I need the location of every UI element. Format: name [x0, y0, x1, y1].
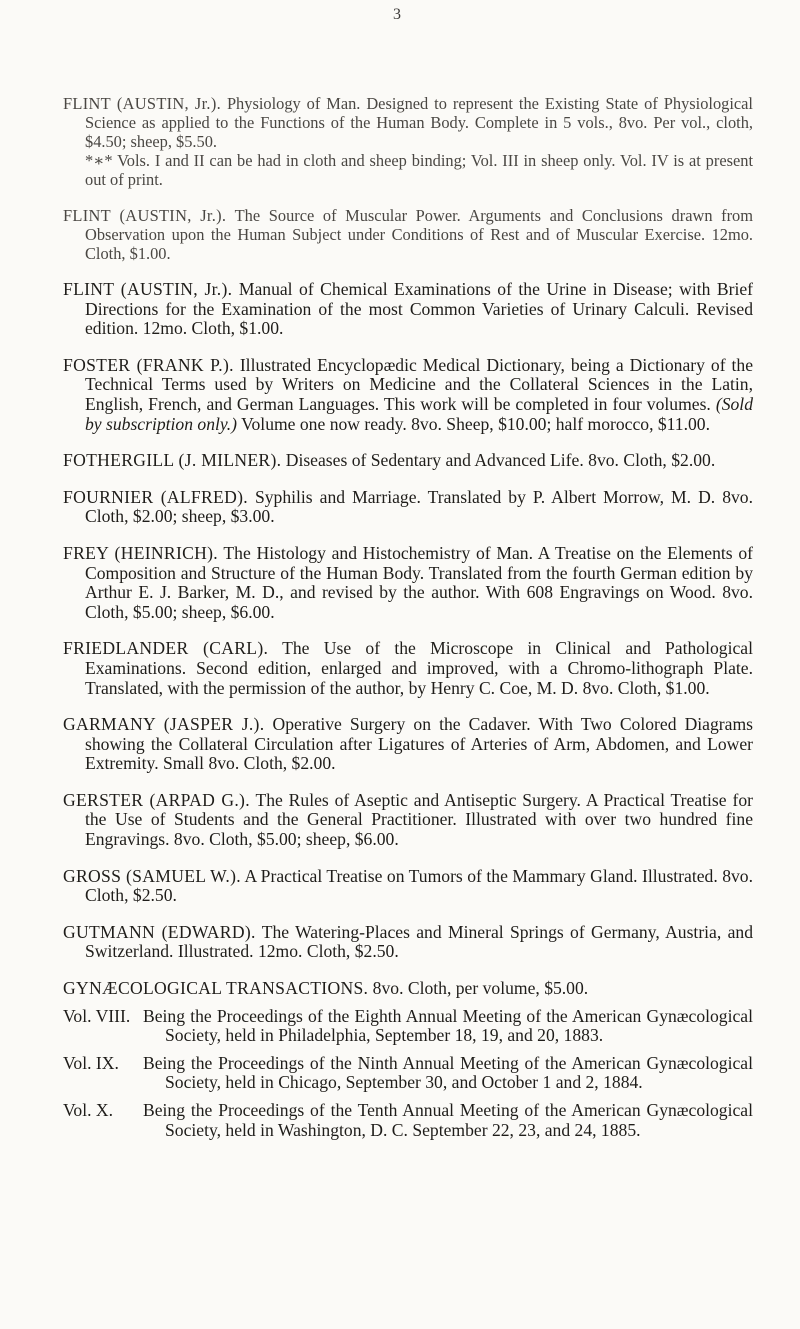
- catalog-entry: [63, 791, 753, 850]
- author-name: GARMANY (JASPER J.).: [63, 714, 265, 735]
- catalog-entry: [63, 923, 753, 962]
- entry-text: The Use of the Microscope in Clinical and Pathological Examinations. Second edition, enlarged and improved, with a Chromo-lithograph Plate. Translated, with the permission of the author, by Henry C. Coe, M. D. 8vo. Cloth, $1.00.: [85, 638, 753, 698]
- catalog-entry: [63, 280, 753, 339]
- entry-italic-note: (Sold by subscription only.): [85, 393, 753, 434]
- author-name: FREY (HEINRICH).: [63, 542, 219, 563]
- catalog-entry: [63, 356, 753, 434]
- entry-text: The Source of Muscular Power. Arguments and Conclusions drawn from Observation upon the Human Subject under Conditions of Rest and of Muscular Exercise. 12mo. Cloth, $1.00.: [85, 206, 753, 263]
- entry-text-continued: Volume one now ready. 8vo. Sheep, $10.00; half morocco, $11.00.: [241, 413, 710, 434]
- entry-text: The Rules of Aseptic and Antiseptic Surgery. A Practical Treatise for the Use of Students and the General Practitioner. Illustrated with over two hundred fine Engravings. 8vo. Cloth, $5.00; sheep, $6.00.: [85, 789, 753, 850]
- author-suffix: Jr.).: [200, 206, 227, 225]
- catalog-entry: [63, 488, 753, 527]
- entry-note: *∗* Vols. I and II can be had in cloth and sheep binding; Vol. III in sheep only. Vol. IV is at present out of print.: [85, 151, 753, 189]
- catalog-entry: [63, 979, 753, 999]
- entry-text: Physiology of Man. Designed to represent the Existing State of Physiological Science as applied to the Functions of the Human Body. Complete in 5 vols., 8vo. Per vol., cloth, $4.50; sheep, $5.50.: [85, 94, 753, 151]
- page-number: 3: [393, 6, 401, 23]
- entry-text: A Practical Treatise on Tumors of the Mammary Gland. Illustrated. 8vo. Cloth, $2.50.: [85, 865, 754, 906]
- catalog-entry: [63, 639, 753, 698]
- entry-text: The Histology and Histochemistry of Man. A Treatise on the Elements of Composition and Structure of the Human Body. Translated from the fourth German edition by Arthur E. J. Barker, M. D., and revised by the author. With 608 Engravings on Wood. 8vo. Cloth, $5.00; sheep, $6.00.: [85, 542, 753, 622]
- author-name: GUTMANN (EDWARD).: [63, 921, 256, 942]
- entry-text: Manual of Chemical Examinations of the Urine in Disease; with Brief Directions for the Examination of the most Common Varieties of Urinary Calculi. Revised edition. 12mo. Cloth, $1.00.: [85, 279, 754, 339]
- catalog-entry: [63, 715, 753, 774]
- volume-item: [63, 1101, 753, 1140]
- author-name: GYNÆCOLOGICAL TRANSACTIONS.: [63, 978, 369, 999]
- volume-label: Vol. VIII.: [63, 1005, 131, 1026]
- author-name: FOSTER (FRANK P.).: [63, 354, 234, 375]
- entry-text: Operative Surgery on the Cadaver. With Two Colored Diagrams showing the Collateral Circulation after Ligatures of Arteries of Arm, Abdomen, and Lower Extremity. Small 8vo. Cloth, $2.00.: [85, 714, 753, 774]
- volume-item: [63, 1007, 753, 1046]
- entry-text: The Watering-Places and Mineral Springs of Germany, Austria, and Switzerland. Illustrated. 12mo. Cloth, $2.50.: [85, 921, 753, 962]
- entry-text: Illustrated Encyclopædic Medical Dictionary, being a Dictionary of the Technical Terms used by Writers on Medicine and the Collateral Sciences in the Latin, English, French, and German Languages. This work will be completed in four volumes.: [85, 354, 754, 414]
- entry-text: Diseases of Sedentary and Advanced Life. 8vo. Cloth, $2.00.: [285, 450, 716, 471]
- author-name: FOTHERGILL (J. MILNER).: [63, 450, 282, 471]
- volume-label: Vol. X.: [63, 1100, 114, 1120]
- author-suffix: Jr.).: [194, 94, 221, 113]
- volume-text: Being the Proceedings of the Tenth Annual Meeting of the American Gynæcological Society, held in Washington, D. C. September 22, 23, and 24, 1885.: [143, 1100, 753, 1140]
- author-name: FRIEDLANDER (CARL).: [63, 638, 269, 659]
- author-name: FLINT (AUSTIN,: [63, 94, 189, 113]
- author-name: FLINT (AUSTIN,: [63, 279, 198, 299]
- author-name: GROSS (SAMUEL W.).: [63, 865, 241, 886]
- author-suffix: Jr.).: [204, 279, 233, 299]
- entry-text: Syphilis and Marriage. Translated by P. Albert Morrow, M. D. 8vo. Cloth, $2.00; sheep, $3.00.: [85, 486, 753, 527]
- volume-text: Being the Proceedings of the Ninth Annual Meeting of the American Gynæcological Society, held in Chicago, September 30, and October 1 and 2, 1884.: [143, 1052, 753, 1093]
- author-name: FLINT (AUSTIN,: [63, 206, 192, 225]
- author-name: GERSTER (ARPAD G.).: [63, 789, 250, 810]
- author-name: FOURNIER (ALFRED).: [63, 486, 248, 507]
- volume-label: Vol. IX.: [63, 1052, 119, 1073]
- catalog-entry: [63, 544, 753, 622]
- volume-item: [63, 1054, 753, 1093]
- catalog-entry: [63, 94, 753, 189]
- catalog-entry: [63, 206, 753, 263]
- volume-text: Being the Proceedings of the Eighth Annual Meeting of the American Gynæcological Society, held in Philadelphia, September 18, 19, and 20, 1883.: [143, 1005, 753, 1046]
- catalog-entries: [63, 94, 753, 1148]
- entry-text: 8vo. Cloth, per volume, $5.00.: [372, 978, 589, 999]
- catalog-entry: [63, 867, 753, 906]
- catalog-entry: [63, 451, 753, 471]
